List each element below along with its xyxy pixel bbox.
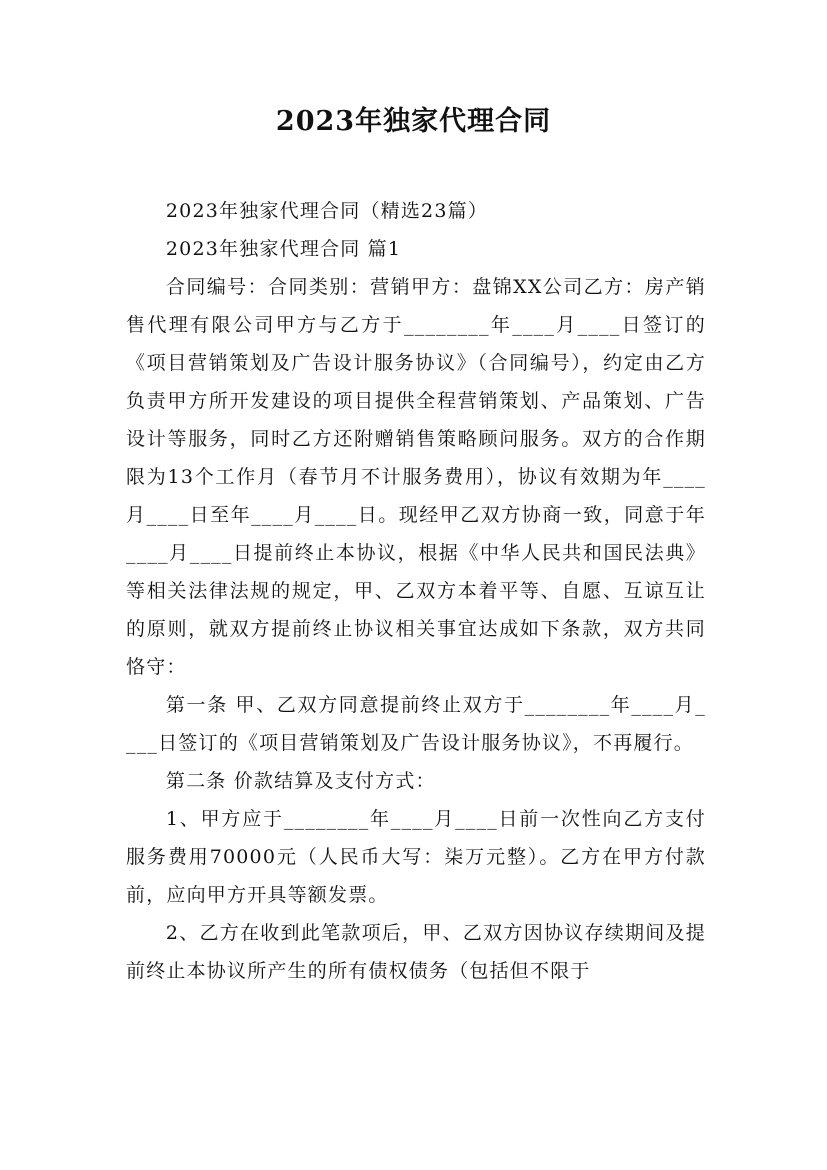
- paragraph-collection-title: 2023年独家代理合同（精选23篇）: [165, 200, 489, 222]
- paragraph-article-2-heading: 第二条 价款结算及支付方式：: [165, 770, 436, 792]
- document-title: 2023年独家代理合同: [275, 106, 552, 137]
- paragraph-section-heading: 2023年独家代理合同 篇1: [165, 238, 402, 260]
- paragraph-preamble: 合同编号：合同类别：营销甲方：盘锦XX公司乙方：房产销售代理有限公司甲方与乙方于________年____月____日签订的《项目营销策划及广告设计服务协议》（合同编号），约定由乙方负责甲方所开发建设的项目提供全程营销策划、产品策划、广告设计等服务，同时乙方还附赠销售策略顾问服务。双方的合作期限为13个工作月（春节月不计服务费用），协议有效期为年____月____日至年____月____日。现经甲乙双方协商一致，同意于年____月____日提前终止本协议，根据《中华人民共和国民法典》等相关法律法规的规定，甲、乙双方本着平等、自愿、互谅互让的原则，就双方提前终止协议相关事宜达成如下条款，双方共同恪守：: [126, 276, 706, 678]
- paragraph-article-2-item-1: 1、甲方应于________年____月____日前一次性向乙方支付服务费用70000元（人民币大写：柒万元整）。乙方在甲方付款前，应向甲方开具等额发票。: [126, 808, 706, 906]
- document-body: [126, 192, 706, 990]
- paragraph-article-2-item-2: 2、乙方在收到此笔款项后，甲、乙双方因协议存续期间及提前终止本协议所产生的所有债权债务（包括但不限于: [126, 922, 706, 982]
- paragraph-article-1: 第一条 甲、乙双方同意提前终止双方于________年____月____日签订的《项目营销策划及广告设计服务协议》，不再履行。: [126, 694, 706, 754]
